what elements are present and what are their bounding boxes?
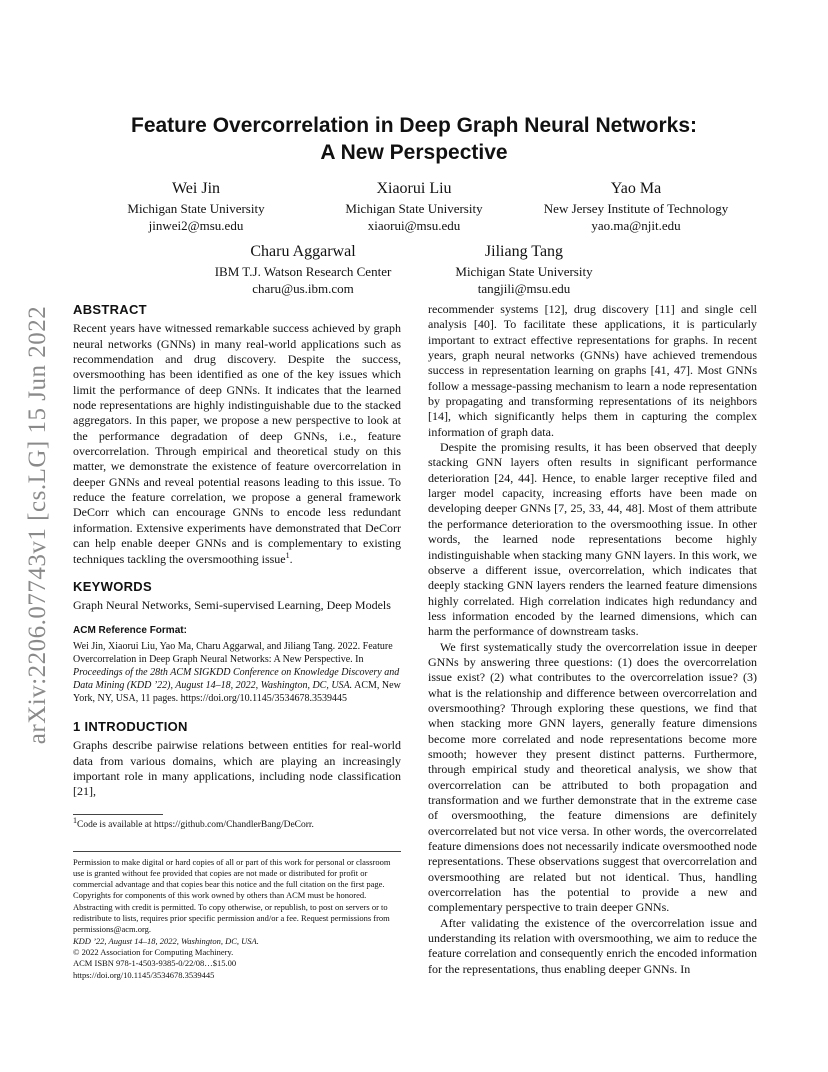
permission-text: Permission to make digital or hard copies of all or part of this work for personal or classroom use is granted without fee provided that copies are not made or distributed for profit or commercial advantage and that copies bear this notice and the full citation on the first page. Copyrights for components of this work owned by others than ACM must be honored. Abstracting with credit is permitted. To copy otherwise, or republish, to post on servers or to redistribute to lists, requires prior specific permission and/or a fee. Request permissions from permissions@acm.org. <box>73 856 391 935</box>
author-affiliation: Michigan State University <box>127 201 265 216</box>
right-column <box>428 302 757 977</box>
intro-left-text: Graphs describe pairwise relations between entities for real-world data from various domains, which are playing an increasingly important role in many applications, including node classification [21], <box>73 738 401 799</box>
keywords-text: Graph Neural Networks, Semi-supervised Learning, Deep Models <box>73 598 391 613</box>
permission-rule <box>73 851 401 852</box>
intro-paragraph-4: After validating the existence of the overcorrelation issue and understanding its relation with oversmoothing, we aim to reduce the feature correlation and consequently enrich the encoded information for the representations, thus enabling deeper GNNs. In <box>428 915 757 976</box>
permission-doi: https://doi.org/10.1145/3534678.3539445 <box>73 969 215 980</box>
author-block <box>394 242 654 297</box>
abstract-body: Recent years have witnessed remarkable success achieved by graph neural networks (GNNs) in many real-world applications such as recommendation and drug discovery. Despite the success, oversmoothing has been identified as one of the key issues which limit the performance of deep GNNs. It indicates that the learned node representations are highly indistinguishable due to the stacked aggregators. In this paper, we propose a new perspective to look at the performance degradation of deep GNNs, i.e., feature overcorrelation. Through empirical and theoretical study on this matter, we demonstrate the existence of feature overcorrelation in deeper GNNs and reveal potential reasons leading to this issue. To reduce the feature correlation, we propose a general framework DeCorr which can encourage GNNs to encode less redundant information. Extensive experiments have demonstrated that DeCorr can help enable deeper GNNs and is complementary to existing techniques tackling the oversmoothing issue <box>73 321 401 566</box>
paper-title <box>0 112 828 166</box>
author-email: xiaorui@msu.edu <box>367 218 461 233</box>
introduction-heading: 1 INTRODUCTION <box>73 718 188 734</box>
abstract-heading: ABSTRACT <box>73 302 147 317</box>
arxiv-id: arXiv:2206.07743v1 [cs.LG] 15 Jun 2022 <box>24 305 51 745</box>
author-email: charu@us.ibm.com <box>252 281 354 296</box>
footnote <box>73 815 401 831</box>
arxiv-sidebar <box>18 290 58 760</box>
left-column <box>73 302 401 981</box>
author-affiliation: Michigan State University <box>345 201 483 216</box>
author-affiliation: New Jersey Institute of Technology <box>543 201 729 216</box>
acm-reference-heading: ACM Reference Format: <box>73 624 187 636</box>
keywords-heading: KEYWORDS <box>73 578 152 594</box>
footnote-number: 1 <box>73 815 77 825</box>
intro-paragraph-2: Despite the promising results, it has been observed that deeply stacking GNN layers often results in significant performance deterioration [24, 44]. Hence, to enable larger receptive filed and larger model capacity, increasing efforts have been made on developing deeper GNNs [7, 25, 33, 44, 48]. Most of them attribute the performance deterioration to the oversmoothing issue. In other words, the learned node representations become highly indistinguishable when stacking many GNN layers. In this work, we observe a different issue, overcorrelation, which indicates that deeply stacking GNN layers renders the learned feature dimensions highly correlated. High correlation indicates high redundancy and less information encoded by the learned dimensions, which can harm the performance of downstream tasks. <box>428 440 757 639</box>
permission-isbn: ACM ISBN 978-1-4503-9385-0/22/08…$15.00 <box>73 958 237 969</box>
permission-copyright: © 2022 Association for Computing Machinery. <box>73 946 234 957</box>
intro-paragraph-3: We first systematically study the overcorrelation issue in deeper GNNs by answering three questions: (1) does the overcorrelation issue exist? (2) what contributes to the overcorrelation issue? (3) what is the relationship and difference between overcorrelation and oversmoothing? Through exploring these questions, we find that when stacking more GNN layers, generally feature dimensions become more correlated and node representations become more smooth; however they present distinct patterns. Furthermore, through empirical study and theoretical analysis, we show that overcorrelation can be attributed to both propagation and transformation and we further demonstrate that in the extreme case of oversmoothing, the feature dimensions are definitely overcorrelated but not vice versa. In other words, the overcorrelated feature dimensions does not necessarily indicate oversmoothed node representations. These observations suggest that overcorrelation and oversmoothing are related but not identical. Thus, handling overcorrelation has the potential to provide a new and complementary perspective to train deeper GNNs. <box>428 639 757 915</box>
footnote-rule <box>73 814 163 815</box>
author-email: tangjili@msu.edu <box>477 281 571 296</box>
acm-reference-venue: Proceedings of the 28th ACM SIGKDD Conference on Knowledge Discovery and Data Mining (KDD ’22), August 14–18, 2022, Washington, DC, USA. <box>73 666 400 691</box>
title-line-1: Feature Overcorrelation in Deep Graph Neural Networks: <box>131 114 697 137</box>
author-affiliation: Michigan State University <box>455 264 593 279</box>
title-line-2: A New Perspective <box>320 141 508 164</box>
intro-paragraph-1: recommender systems [12], drug discovery [11] and single cell analysis [40]. To facilitate these applications, it is particularly important to extract effective representations for graphs. In recent years, graph neural networks (GNNs) have achieved tremendous success in representation learning on graphs [41, 47]. Most GNNs follow a message-passing mechanism to learn a node representation by propagating and transforming representations of its neighbors [14], which significantly helps them in capturing the complex information of graph data. <box>428 302 757 439</box>
acm-reference-publisher: ACM, New York, NY, USA, 11 pages. https://doi.org/10.1145/3534678.3539445 <box>73 679 401 704</box>
author-email: jinwei2@msu.edu <box>148 218 244 233</box>
footnote-text: Code is available at https://github.com/ChandlerBang/DeCorr. <box>77 819 314 830</box>
author-name: Xiaorui Liu <box>376 180 452 197</box>
author-name: Jiliang Tang <box>484 243 564 260</box>
acm-reference-text <box>73 640 401 705</box>
permission-block <box>73 857 401 981</box>
author-block <box>284 179 544 234</box>
abstract-text: Recent years have witnessed remarkable success achieved by graph neural networks (GNNs) in many real-world applications such as recommendation and drug discovery. Despite the success, oversmoothing has been identified as one of the key issues which limit the performance of deep GNNs. It indicates that the learned node representations are highly indistinguishable due to the stacked aggregators. In this paper, we propose a new perspective to look at the performance degradation of deep GNNs, i.e., feature overcorrelation. Through empirical and theoretical study on this matter, we demonstrate the existence of feature overcorrelation in deeper GNNs and reveal potential reasons leading to this issue. To reduce the feature correlation, we propose a general framework DeCorr which can encourage GNNs to encode less redundant information. Extensive experiments have demonstrated that DeCorr can help enable deeper GNNs and is complementary to existing techniques tackling the oversmoothing issue$^1$. <box>73 321 401 566</box>
author-block <box>506 179 766 234</box>
author-name: Wei Jin <box>171 180 221 197</box>
footnote-mark: 1 <box>285 550 290 560</box>
author-name: Charu Aggarwal <box>250 243 356 260</box>
permission-venue: KDD ’22, August 14–18, 2022, Washington, DC, USA. <box>73 935 259 946</box>
author-affiliation: IBM T.J. Watson Research Center <box>214 264 392 279</box>
author-email: yao.ma@njit.edu <box>591 218 681 233</box>
author-name: Yao Ma <box>610 180 662 197</box>
acm-reference-authors: Wei Jin, Xiaorui Liu, Yao Ma, Charu Aggarwal, and Jiliang Tang. 2022. Feature Overcorrelation in Deep Graph Neural Networks: A New Perspective. In <box>73 640 393 665</box>
